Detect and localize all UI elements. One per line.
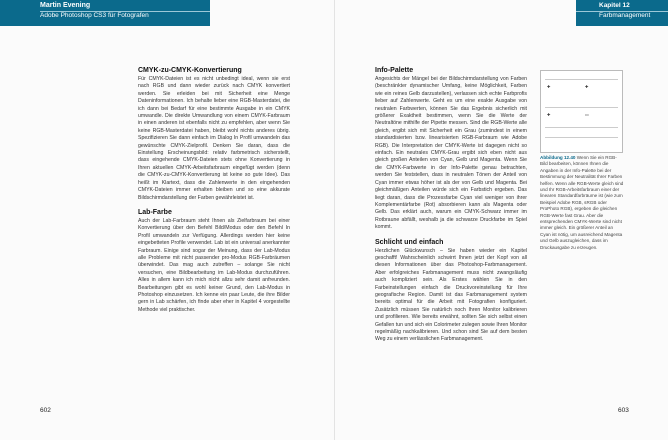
section-heading-cmyk: CMYK-zu-CMYK-Konvertierung: [138, 67, 242, 74]
eyedropper-icon: ✚: [585, 84, 589, 89]
info-palette-figure: [540, 70, 623, 153]
section-body-lab: Auch der Lab-Farbraum steht Ihnen als Zielfarbraum bei einer Konvertierung über den Befehl Bild/Modus oder den Befehl In Profil umwandeln zur Verfügung. Allerdings werden hier keine eingebetteten Profile verwendet. Lab ist ein universal anerkannter Farbraum. Einige sind sogar der Meinung, dass der Lab-Modus alle Probleme mit nicht passender pro-Modus RGB-Farbräumen überwindet. Das mag auch zutreffen – solange Sie nicht versuchen, eine Bildbearbeitung im Lab-Modus durchzuführen. Alles in allem kann ich mich nicht allzu sehr damit anfreunden. Bearbeitungen gibt es wohl keiner Grund, den Lab-Modus in Photoshop einzusetzen. Ich kenne ein paar Leute, die ihre Bilder gern in Lab schärfen, ich finde aber eher in Kapitel 4 vorgestellte Methode viel praktischer.: [138, 217, 290, 313]
book-title: Adobe Photoshop CS3 für Fotografen: [40, 12, 149, 19]
caption-label: Abbildung 12.40: [540, 155, 576, 160]
eyedropper-icon: ✚: [547, 84, 551, 89]
figure-rule: [545, 107, 618, 108]
left-running-header: [0, 0, 210, 26]
figure-rule: [545, 79, 618, 80]
right-page-number: 603: [618, 407, 629, 414]
section-heading-info: Info-Palette: [375, 67, 414, 74]
figure-caption: [540, 155, 624, 251]
crosshair-icon: ▭: [585, 112, 589, 117]
crosshair-icon: ✚: [547, 112, 551, 117]
section-body-cmyk: Für CMYK-Dateien ist es nicht unbedingt ideal, wenn sie erst nach RGB und dann wieder zurück nach CMYK konvertiert werden. Sie erleiden bei mit Sicherheit eine Menge Dateninformationen. Ich behalte lieber eine RGB-Masterdatei, die ich dann bei Bedarf für eine bestimmte Ausgabe in ein CMYK umwandle. Die direkte Umwandlung von einem CMYK-Farbraum in einen anderen ist ebenfalls nicht zu empfehlen, aber wenn Sie keine RGB-Masterdatei haben, bleibt wohl nichts anderes übrig. Spezifizieren Sie dann einfach im Dialog In Profil umwandeln das gewünschte CMYK-Zielprofil. Denken Sie daran, dass die Einstellung Erscheinungsbild: relativ farbmetrisch sicherstellt, dass eingehende CMYK-Dateien stets ohne Konvertierung in Ihren aktuellen CMYK-Arbeitsfarbraum eingefügt werden (denn die CMYK-zu-CMYK-Konvertierung ist keine so gute Idee). Das heißt im Klartext, dass die Zahlenwerte in den eingehenden CMYK-Dateien immer erhalten bleiben und so eine akkurate Bildschirmdarstellung der Farben gewährleistet ist.: [138, 76, 290, 201]
section-heading-lab: Lab-Farbe: [138, 208, 172, 216]
left-page-column: [138, 66, 290, 320]
section-label: Farbmanagement: [599, 12, 651, 19]
author-name: Martin Evening: [40, 2, 91, 9]
right-page-column: [375, 66, 527, 350]
left-page-number: 602: [40, 407, 51, 414]
book-gutter: [334, 0, 335, 440]
figure-rule: [545, 127, 618, 128]
section-heading-simple: Schlicht und einfach: [375, 238, 444, 246]
caption-text: Wenn Sie ein RGB-Bild bearbeiten, können Ihnen die Angaben in der Info-Palette bei der Bestimmung der Neutralität Ihrer Farben helfen. Wenn alle RGB-Werte gleich sind und Ihr RGB-Arbeitsfarbraum einer der linearen Standardfarbräume ist (wie zum Beispiel Adobe RGB, sRGB oder ProPhoto RGB), ergeben die gleichen RGB-Werte fast Grau. Aber die entsprechenden CMYK-Werte sind nicht immer gleich. Ein größerer Anteil an Cyan ist nötig, um ausreichend Magenta und Gelb auszugleichen, dass im Druckausgabe zu erzeugen.: [540, 155, 624, 250]
figure-rule: [545, 137, 618, 138]
section-body-simple: Herzlichen Glückwunsch – Sie haben wieder ein Kapitel geschafft! Wahrscheinlich schwirrt Ihnen jetzt der Kopf von all diesen Informationen über das Photoshop-Farbmanagement. Aber erfolgreiches Farbmanagement muss nicht zwangsläufig auch kompliziert sein. Als Erstes wählen Sie in den Farbeinstellungen einfach die Druckvoreinstellung für Ihre geografische Region. Damit ist das Farbmanagement system bereits optimal für die Arbeit mit Fotografien konfiguriert. Zusätzlich müssen Sie natürlich noch Ihren Monitor kalibrieren und profilieren. Wie bereits erwähnt, sollten Sie sich selbst einen Gefallen tun und sich ein Colorimeter zulegen sowie Ihren Monitor regelmäßig nachkalibrieren. Und schon sind Sie auf dem besten Weg zu einem verlässlichen Farbmanagement.: [375, 247, 527, 343]
right-running-header: [576, 0, 668, 26]
chapter-label: Kapitel 12: [599, 2, 630, 9]
section-body-info: Angesichts der Mängel bei der Bildschirmdarstellung von Farben (beschränkter dynamischer Umfang, keine Möglichkeit, Farben wie ein reines Gelb darzustellen), verlassen sich echte Farbprofis lieber auf Zahlenwerte. Geht es um eine exakte Ausgabe von neutralen Farbwerten, können Sie das Ergebnis sicherlich mit größerer Exaktheit bestimmen, wenn Sie die Werte der Neutraltöne mithilfe der Pipette messen. Sind die RGB-Werte alle gleich, ergibt sich mit Sicherheit ein Grau (zumindest in einem standardisierten bzw. linearisierten RGB-Farbraum wie Adobe RGB). Die Interpretation der CMYK-Werte ist dagegen nicht so einfach. Ein neutrales CMYK-Grau ergibt sich eben nicht aus gleich großen Anteilen von Cyan, Gelb und Magenta. Wenn Sie die CMYK-Farbwerte in der Info-Palette genau betrachten, werden Sie feststellen, dass in neutralen Tönen der Anteil von Cyan immer etwas höher ist als der von Gelb und Magenta. Bei gleichmäßigen Anteilen würde sich ein Farbstich ergeben. Das liegt daran, dass die Prozessfarbe Cyan viel weniger von ihrer Komplementärfarbe (Rot) absorbieren kann als Magenta oder Gelb. Das erklärt auch, warum ein CMYK-Schwarz immer im Rotbraune abfällt, weshalb ja die schwarze Druckfarbe im Spiel kommt.: [375, 76, 527, 231]
